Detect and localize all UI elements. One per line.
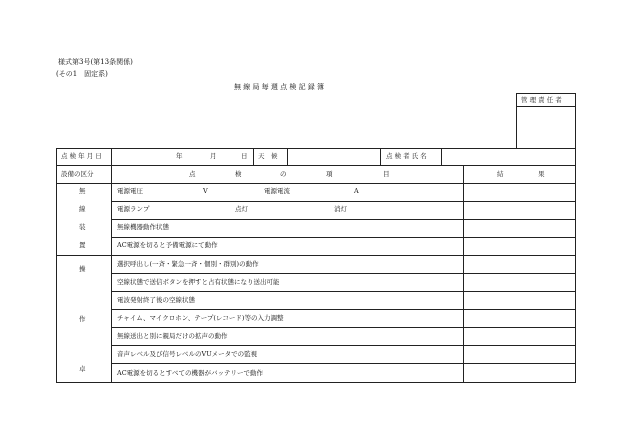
form-subtitle: (その1 固定系) [56, 70, 108, 78]
item-input-adjust: チャイム、マイクロホン、テープ(レコード)等の入力調整 [117, 314, 284, 322]
day-label: 日 [241, 152, 248, 160]
category-console-char: 卓 [79, 365, 86, 373]
item-transmit-button: 空線状態で送信ボタンを押すと占有状態になり送出可能 [117, 278, 280, 286]
category-wireless-char: 線 [79, 205, 86, 213]
item-idle-after-tx: 電波発射終了後の空線状態 [117, 296, 195, 304]
date-label: 点 検 年 月 日 [61, 152, 102, 160]
lamp-off-label: 消灯 [334, 205, 347, 213]
manager-label: 管 理 責 任 者 [521, 96, 562, 104]
item-power-lamp: 電源ランプ [117, 205, 150, 213]
item-power-voltage: 電源電圧 [117, 187, 143, 195]
inspector-label: 点 検 者 氏 名 [386, 152, 427, 160]
items-header-5: 目 [383, 170, 390, 178]
result-header-1: 結 [497, 170, 504, 178]
items-header-3: の [280, 170, 287, 178]
item-battery-operation: AC電源を切るとすべての機器がバッテリーで動作 [117, 369, 264, 377]
category-console-char: 作 [79, 315, 86, 323]
item-vu-meter: 音声レベル及び信号レベルのVUメータでの監視 [117, 350, 258, 358]
items-header-1: 点 [189, 170, 196, 178]
item-backup-power: AC電源を切ると予備電源にて動作 [117, 241, 218, 249]
unit-ampere: A [354, 187, 359, 195]
category-wireless-char: 無 [79, 187, 86, 195]
items-header-2: 検 [235, 170, 242, 178]
category-header: 設備の区分 [61, 170, 94, 178]
result-header-2: 果 [538, 170, 545, 178]
category-wireless-char: 装 [79, 223, 86, 231]
items-header-4: 項 [326, 170, 333, 178]
category-console-char: 操 [79, 265, 86, 273]
lamp-on-label: 点灯 [235, 205, 248, 213]
item-selective-call: 選択呼出し(一斉・緊急一斉・個別・群別)の動作 [117, 260, 259, 268]
form-number: 様式第3号(第13条関係) [58, 58, 133, 66]
category-wireless-char: 置 [79, 241, 86, 249]
weather-label: 天 候 [258, 152, 278, 160]
year-label: 年 [176, 152, 183, 160]
month-label: 月 [210, 152, 217, 160]
unit-volt: V [203, 187, 208, 195]
item-equipment-status: 無線機器動作状態 [117, 223, 169, 231]
document-title: 無 線 局 毎 週 点 検 記 録 簿 [234, 83, 325, 91]
item-local-pa: 無線送出と別に親局だけの拡声の動作 [117, 332, 228, 340]
item-power-current: 電源電流 [264, 187, 290, 195]
